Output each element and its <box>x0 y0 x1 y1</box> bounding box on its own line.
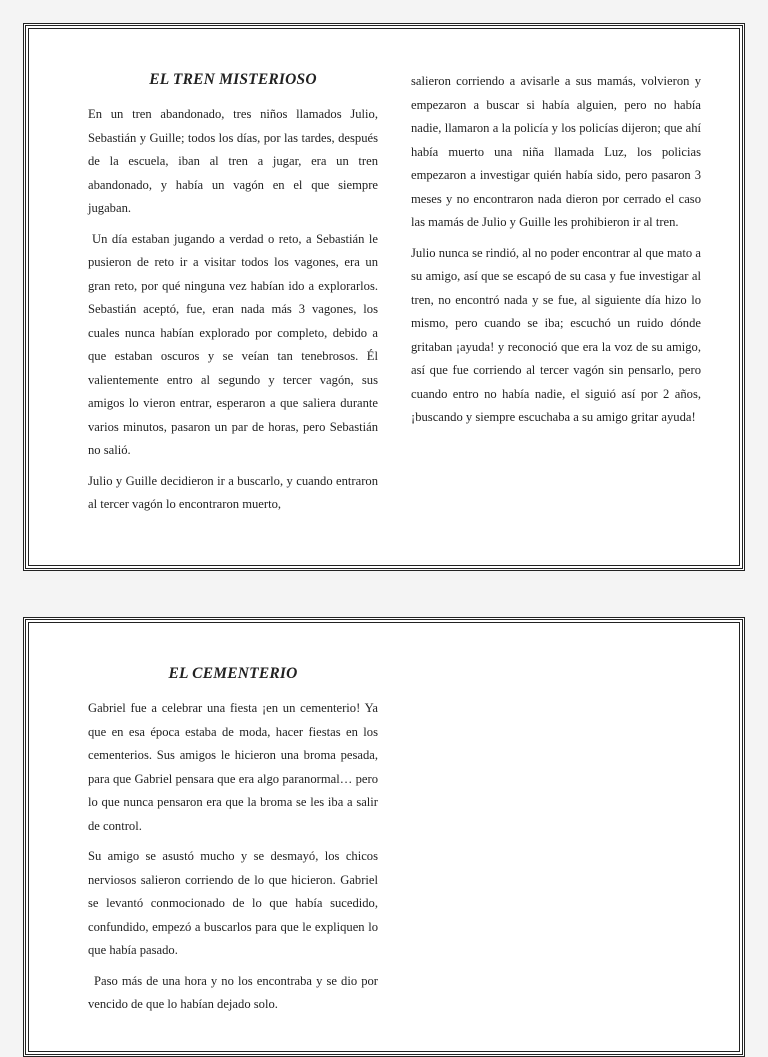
story2-left-column <box>88 660 378 1024</box>
story1-title: EL TREN MISTERIOSO <box>149 71 317 88</box>
story2-paragraph-1: Gabriel fue a celebrar una fiesta ¡en un cementerio! Ya que en esa época estaba de moda, hacer fiestas en los cementerios. Sus amigos le hicieron una broma pesada, para que Gabriel pensara que era algo paranormal… pero lo que nunca pensaron era que la broma se les iba a salir de control. <box>88 701 378 833</box>
page-2 <box>23 617 745 1057</box>
story1-paragraph-4: salieron corriendo a avisarle a sus mamás, volvieron y empezaron a buscar si había alguien, pero no había nadie, llamaron a la policía y los policías dijeron; que ahí había muerto una niña llamada Luz, los policias empezaron a investigar quién había sido, pero pasaron 3 meses y no encontraron nada dieron por cerrado el caso las mamás de Julio y Guille les prohibieron ir al tren. <box>411 74 701 229</box>
page-1 <box>23 23 745 571</box>
story1-paragraph-1: En un tren abandonado, tres niños llamados Julio, Sebastián y Guille; todos los días, por las tardes, después de la escuela, iban al tren a jugar, era un tren abandonado, y había un vagón en el que siempre jugaban. <box>88 107 378 215</box>
story2-title: EL CEMENTERIO <box>168 665 298 682</box>
story1-paragraph-5: Julio nunca se rindió, al no poder encontrar al que mato a su amigo, así que se escapó de su casa y fue investigar al tren, no encontró nada y se fue, al siguiente día hizo lo mismo, pero cuando se iba; escuchó un ruido dónde gritaban ¡ayuda! y reconoció que era la voz de su amigo, así que fue corriendo al tercer vagón sin pensarlo, pero cuando entro no había nadie, el siguió así por 2 años, ¡buscando y siempre escuchaba a su amigo gritar ayuda! <box>411 245 701 424</box>
story1-right-column <box>411 70 701 437</box>
story2-paragraph-3: Paso más de una hora y no los encontraba y se dio por vencido de que lo habían dejado solo. <box>88 973 378 1011</box>
story1-left-column <box>88 66 378 524</box>
story2-paragraph-2: Su amigo se asustó mucho y se desmayó, los chicos nerviosos salieron corriendo de lo que hicieron. Gabriel se levantó conmocionado de lo que había sucedido, confundido, empezó a buscarlos para que le expliquen lo que había pasado. <box>88 849 378 957</box>
story1-paragraph-2: Un día estaban jugando a verdad o reto, a Sebastián le pusieron de reto ir a visitar todos los vagones, era un gran reto, por qué ninguna vez habían ido a explorarlos. Sebastián aceptó, fue, eran nada más 3 vagones, los cuales nunca habían explorado por completo, debido a que estaban oscuros y se veían tan tenebrosos. Él valientemente entro al segundo y tercer vagón, sus amigos lo vieron entrar, esperaron a que saliera durante varios minutos, pasaron un par de horas, pero Sebastián no salió. <box>88 231 378 457</box>
story1-paragraph-3: Julio y Guille decidieron ir a buscarlo, y cuando entraron al tercer vagón lo encontraron muerto, <box>88 473 378 511</box>
